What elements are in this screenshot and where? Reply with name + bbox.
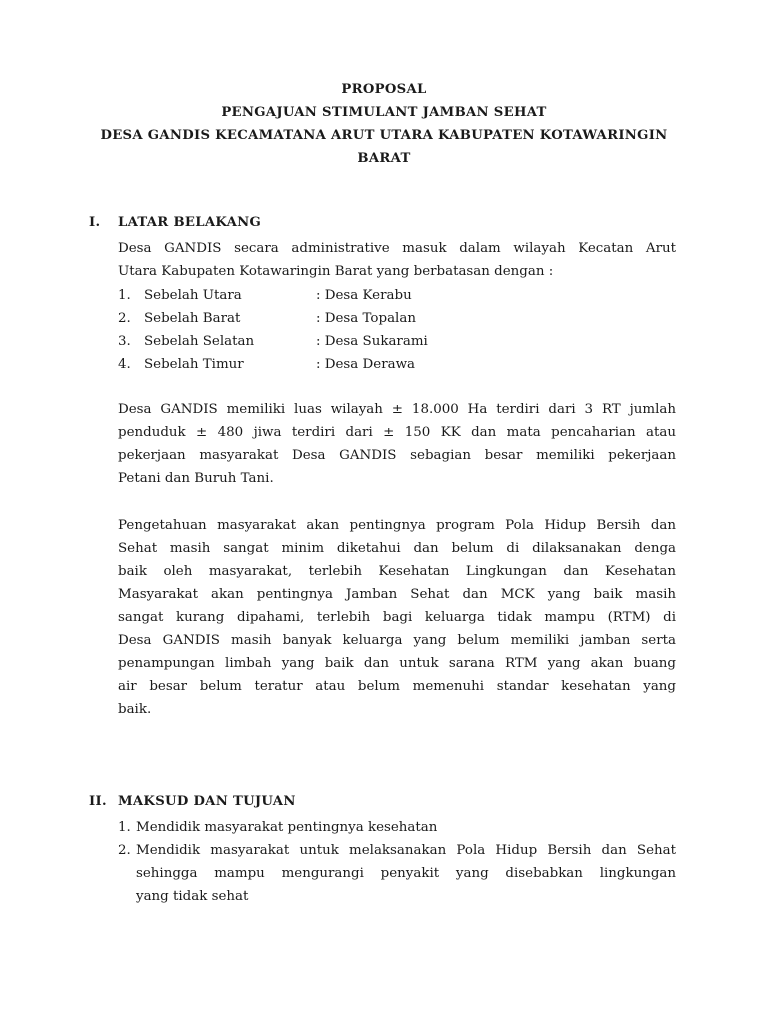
- border-village: : Desa Kerabu: [316, 288, 412, 303]
- objective-text: [136, 839, 676, 908]
- paragraph-line: Mendidik masyarakat untuk melaksanakan Pola Hidup Bersih dan Sehat: [136, 843, 676, 858]
- border-list: [118, 284, 678, 376]
- title-line-1: PROPOSAL: [341, 82, 427, 97]
- border-direction: Sebelah Barat: [144, 311, 241, 326]
- section-1-paragraph-3: [118, 514, 676, 721]
- list-item: [118, 284, 678, 307]
- border-village: : Desa Sukarami: [316, 334, 428, 349]
- document-title: [70, 78, 698, 170]
- paragraph-line: air besar belum teratur atau belum memenuhi standar kesehatan yang: [118, 679, 676, 694]
- list-number: 2.: [118, 843, 131, 858]
- paragraph-line: Pengetahuan masyarakat akan pentingnya program Pola Hidup Bersih dan: [118, 518, 676, 533]
- list-number: 1.: [118, 820, 131, 835]
- paragraph-line: pekerjaan masyarakat Desa GANDIS sebagian besar memiliki pekerjaan: [118, 448, 676, 463]
- paragraph-line: Desa GANDIS masih banyak keluarga yang belum memiliki jamban serta: [118, 633, 676, 648]
- title-line-3: DESA GANDIS KECAMATANA ARUT UTARA KABUPATEN KOTAWARINGIN: [100, 128, 668, 143]
- border-village: : Desa Topalan: [316, 311, 416, 326]
- paragraph-line: penduduk ± 480 jiwa terdiri dari ± 150 KK dan mata pencaharian atau: [118, 425, 676, 440]
- title-line-2: PENGAJUAN STIMULANT JAMBAN SEHAT: [221, 105, 547, 120]
- objective-text: [136, 816, 676, 839]
- section-2-heading: [89, 794, 296, 809]
- section-1-number: I.: [89, 215, 101, 230]
- list-number: 1.: [118, 288, 131, 303]
- list-number: 2.: [118, 311, 131, 326]
- paragraph-line: Sehat masih sangat minim diketahui dan belum di dilaksanakan denga: [118, 541, 676, 556]
- paragraph-line: yang tidak sehat: [136, 889, 249, 904]
- list-item: [118, 330, 678, 353]
- border-direction: Sebelah Selatan: [144, 334, 255, 349]
- section-1-title: LATAR BELAKANG: [118, 215, 262, 230]
- list-number: 4.: [118, 357, 131, 372]
- list-item: [118, 839, 678, 908]
- paragraph-line: penampungan limbah yang baik dan untuk sarana RTM yang akan buang: [118, 656, 676, 671]
- list-item: [118, 353, 678, 376]
- section-1-paragraph-2: [118, 398, 676, 490]
- section-1-heading: [89, 215, 261, 230]
- list-item: [118, 307, 678, 330]
- paragraph-line: Desa GANDIS memiliki luas wilayah ± 18.000 Ha terdiri dari 3 RT jumlah: [118, 402, 676, 417]
- border-village: : Desa Derawa: [316, 357, 416, 372]
- border-direction: Sebelah Timur: [144, 357, 244, 372]
- objectives-list: [118, 816, 678, 908]
- list-number: 3.: [118, 334, 131, 349]
- paragraph-line: baik oleh masyarakat, terlebih Kesehatan Lingkungan dan Kesehatan: [118, 564, 676, 579]
- list-item: [118, 816, 678, 839]
- paragraph-line: sangat kurang dipahami, terlebih bagi keluarga tidak mampu (RTM) di: [118, 610, 676, 625]
- paragraph-line: Masyarakat akan pentingnya Jamban Sehat dan MCK yang baik masih: [118, 587, 676, 602]
- paragraph-line: baik.: [118, 702, 152, 717]
- border-direction: Sebelah Utara: [144, 288, 242, 303]
- paragraph-line: Utara Kabupaten Kotawaringin Barat yang berbatasan dengan :: [118, 264, 554, 279]
- paragraph-line: Mendidik masyarakat pentingnya kesehatan: [136, 820, 438, 835]
- paragraph-line: Petani dan Buruh Tani.: [118, 471, 274, 486]
- section-1-intro: [118, 237, 676, 283]
- paragraph-line: Desa GANDIS secara administrative masuk dalam wilayah Kecatan Arut: [118, 241, 676, 256]
- section-2-title: MAKSUD DAN TUJUAN: [118, 794, 296, 809]
- title-line-4: BARAT: [357, 151, 411, 166]
- paragraph-line: sehingga mampu mengurangi penyakit yang disebabkan lingkungan: [136, 866, 676, 881]
- section-2-number: II.: [89, 794, 107, 809]
